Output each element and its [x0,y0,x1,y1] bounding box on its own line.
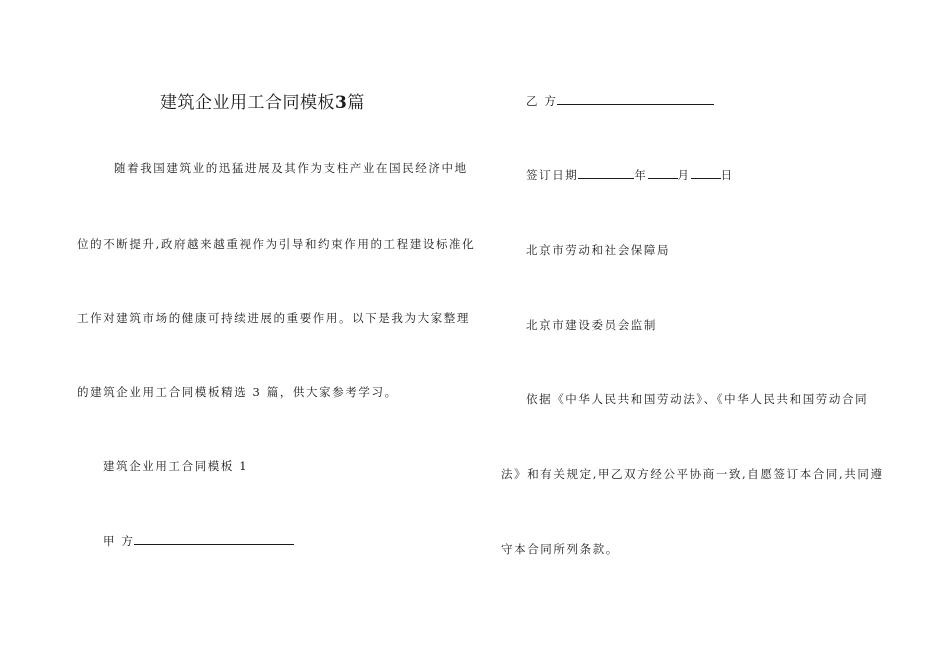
year-label: 年 [634,168,648,182]
year-blank[interactable] [578,167,634,179]
law-line-2: 法》和有关规定,甲乙双方经公平协商一致,自愿签订本合同,共同遵 [501,467,884,481]
party-b-field [526,93,714,109]
month-label: 月 [677,168,691,182]
intro-line-4: 的建筑企业用工合同模板精选 3 篇，供大家参考学习。 [77,385,398,399]
title-text: 建筑企业用工合同模板 [160,93,335,113]
document-title [160,88,365,113]
day-label: 日 [720,168,734,182]
party-a-blank[interactable] [134,533,294,545]
day-blank[interactable] [691,167,721,179]
sign-date-field [526,167,734,183]
intro-line-3: 工作对建筑市场的健康可持续进展的重要作用。以下是我为大家整理 [77,311,470,325]
title-number: 3 [335,93,348,113]
party-a-label: 甲 方 [103,534,135,548]
law-line-1: 依据《中华人民共和国劳动法》、《中华人民共和国劳动合同 [526,392,869,406]
intro-line-1: 随着我国建筑业的迅猛进展及其作为支柱产业在国民经济中地 [114,161,468,175]
month-blank[interactable] [648,167,678,179]
intro-line-2: 位的不断提升,政府越来越重视作为引导和约束作用的工程建设标准化 [77,237,476,251]
right-column [480,0,950,672]
bureau-line-1: 北京市劳动和社会保障局 [526,243,671,257]
section-heading: 建筑企业用工合同模板 1 [103,459,249,473]
party-b-label: 乙 方 [526,94,558,108]
party-a-field [103,533,294,549]
sign-date-label: 签订日期 [526,168,579,182]
law-line-3: 守本合同所列条款。 [501,542,619,556]
title-suffix: 篇 [347,93,365,113]
bureau-line-2: 北京市建设委员会监制 [526,318,657,332]
party-b-blank[interactable] [557,93,714,105]
